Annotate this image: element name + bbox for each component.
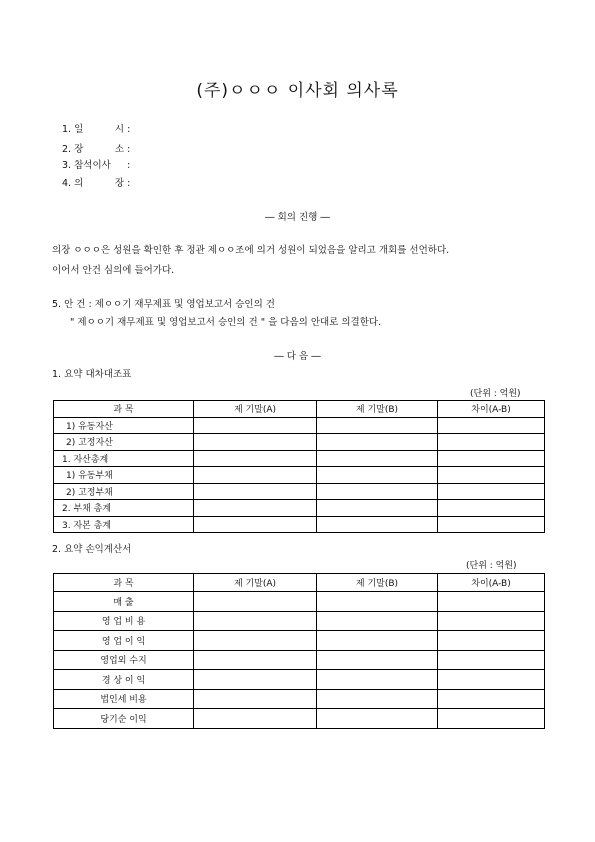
row-label: 경 상 이 익: [54, 670, 194, 690]
cell-b: [317, 689, 438, 709]
table-row: [54, 516, 545, 533]
cell-diff: [438, 709, 545, 729]
cell-diff: [438, 434, 545, 451]
balance-sheet-table: [53, 400, 545, 533]
cell-diff: [438, 650, 545, 670]
cell-diff: [438, 670, 545, 690]
table2-heading: 2. 요약 손익계산서: [52, 544, 132, 555]
cell-diff: [438, 631, 545, 651]
row-label: 1) 유동자산: [54, 417, 194, 434]
column-header: 과 목: [54, 401, 194, 418]
cell-a: [194, 631, 317, 651]
info-colon: :: [127, 178, 131, 189]
info-colon: :: [127, 144, 131, 155]
cell-b: [317, 650, 438, 670]
row-label: 2) 고정자산: [54, 434, 194, 451]
table1-heading: 1. 요약 대차대조표: [52, 369, 132, 380]
agenda-line-2: " 제ㅇㅇ기 재무제표 및 영업보고서 승인의 건 " 을 다음의 안대로 의결한다.: [70, 317, 382, 328]
table-row: [54, 611, 545, 631]
document-title: (주)ㅇㅇㅇ 이사회 의사록: [196, 81, 399, 101]
row-label: 영 업 비 용: [54, 611, 194, 631]
cell-diff: [438, 417, 545, 434]
table1-unit: (단위 : 억원): [470, 389, 521, 399]
cell-b: [317, 417, 438, 434]
cell-a: [194, 467, 317, 484]
table-row: [54, 467, 545, 484]
row-label: 당기순 이익: [54, 709, 194, 729]
cell-diff: [438, 450, 545, 467]
cell-diff: [438, 689, 545, 709]
row-label: 1. 자산총계: [54, 450, 194, 467]
info-num: 1.: [62, 124, 72, 135]
info-label: 참석이사: [74, 160, 111, 171]
table-row: [54, 670, 545, 690]
cell-b: [317, 670, 438, 690]
proceedings-header: ― 회의 진행 ―: [265, 212, 330, 223]
cell-b: [317, 592, 438, 612]
cell-a: [194, 709, 317, 729]
row-label: 2) 고정부채: [54, 483, 194, 500]
cell-b: [317, 631, 438, 651]
cell-b: [317, 467, 438, 484]
table-row: [54, 417, 545, 434]
row-label: 영업외 수지: [54, 650, 194, 670]
cell-a: [194, 500, 317, 517]
table-row: [54, 650, 545, 670]
column-header: 과 목: [54, 574, 194, 592]
row-label: 법인세 비용: [54, 689, 194, 709]
info-label: 의 장: [74, 178, 125, 189]
table-header-row: [54, 401, 545, 418]
next-header: ― 다 음 ―: [274, 351, 321, 362]
info-row-attendees: [62, 157, 130, 171]
column-header: 제 기말(B): [317, 574, 438, 592]
cell-b: [317, 611, 438, 631]
cell-a: [194, 611, 317, 631]
cell-diff: [438, 516, 545, 533]
table-header-row: [54, 574, 545, 592]
cell-diff: [438, 611, 545, 631]
table-row: [54, 500, 545, 517]
column-header: 차이(A-B): [438, 574, 545, 592]
table-row: [54, 450, 545, 467]
table-row: [54, 592, 545, 612]
cell-diff: [438, 592, 545, 612]
income-statement-table: [53, 573, 545, 729]
intro-line-1: 의장 ㅇㅇㅇ은 성원을 확인한 후 정관 제ㅇㅇ조에 의거 성원이 되었음을 알리고 개회를 선언하다.: [52, 245, 450, 256]
info-row-chair: [62, 175, 130, 189]
info-label: 장 소: [74, 144, 125, 155]
cell-a: [194, 450, 317, 467]
cell-a: [194, 434, 317, 451]
cell-b: [317, 709, 438, 729]
cell-a: [194, 516, 317, 533]
info-num: 3.: [62, 160, 72, 171]
cell-diff: [438, 483, 545, 500]
cell-b: [317, 483, 438, 500]
cell-a: [194, 650, 317, 670]
column-header: 차이(A-B): [438, 401, 545, 418]
intro-line-2: 이어서 안건 심의에 들어가다.: [52, 265, 175, 276]
row-label: 1) 유동부채: [54, 467, 194, 484]
table-row: [54, 689, 545, 709]
row-label: 2. 부채 총계: [54, 500, 194, 517]
row-label: 3. 자본 총계: [54, 516, 194, 533]
info-row-date: [62, 121, 130, 135]
row-label: 영 업 이 익: [54, 631, 194, 651]
cell-a: [194, 417, 317, 434]
agenda-line-1: 5. 안 건 : 제ㅇㅇ기 재무제표 및 영업보고서 승인의 건: [52, 299, 275, 310]
info-label: 일 시: [74, 124, 125, 135]
table-row: [54, 709, 545, 729]
table2-unit: (단위 : 억원): [466, 561, 517, 571]
table-row: [54, 434, 545, 451]
cell-a: [194, 689, 317, 709]
table-row: [54, 631, 545, 651]
column-header: 제 기말(B): [317, 401, 438, 418]
cell-diff: [438, 467, 545, 484]
cell-a: [194, 592, 317, 612]
info-colon: :: [127, 124, 131, 135]
cell-b: [317, 450, 438, 467]
info-num: 2.: [62, 144, 72, 155]
info-colon: :: [127, 160, 131, 171]
cell-a: [194, 483, 317, 500]
cell-a: [194, 670, 317, 690]
cell-b: [317, 434, 438, 451]
column-header: 제 기말(A): [194, 574, 317, 592]
table-row: [54, 483, 545, 500]
info-num: 4.: [62, 178, 72, 189]
cell-b: [317, 500, 438, 517]
cell-diff: [438, 500, 545, 517]
row-label: 매 출: [54, 592, 194, 612]
info-row-place: [62, 141, 130, 155]
cell-b: [317, 516, 438, 533]
column-header: 제 기말(A): [194, 401, 317, 418]
